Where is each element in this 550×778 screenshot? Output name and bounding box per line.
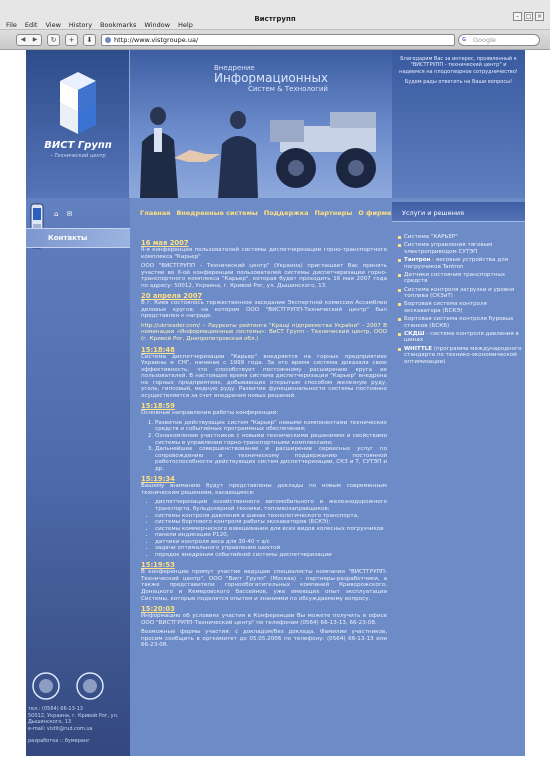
list-item: • системы контроля давления в шинах технологического транспорта, (155, 513, 387, 520)
window-controls (513, 12, 544, 21)
service-item[interactable]: СКДШ - система контроля давления в шинах (398, 331, 522, 344)
nav-partners[interactable]: Партнеры (314, 209, 353, 217)
numbered-list (141, 420, 387, 472)
browser-menubar (0, 0, 550, 30)
google-search-icon: G (462, 37, 467, 43)
news-paragraph: Система диспетчеризации "Карьер" внедряется на горных предприятиях Украины и СНГ, начиная с 1999 года. За это время система доказала свою эффективность, что способствует постоянному расширению круга ее пользователей. В настоящее время система диспетчеризации "Карьер" внедрена на горных предприятиях, добывающих открытым способом железную руду, уголь, гипсовый, медную руду. Развитие функциональности системы постоянно осуществляется за счет внедрения новых решений. (141, 353, 387, 399)
bullet-list (141, 499, 387, 558)
new-tab-icon[interactable]: + (65, 34, 78, 46)
menu-history[interactable]: History (68, 21, 93, 29)
hero-banner (130, 50, 392, 198)
service-item[interactable]: WHITTLE (программа международного стандарта по технико-экономической оптимизации) (398, 346, 522, 366)
news-date[interactable]: 20 апреля 2007 (141, 292, 203, 301)
list-item: 3. Дальнейшее совершенствование и расширение сервисных услуг по сопровождению и техническому поддержанию постоянной работоспособности действующих систем диспетчеризации, СКЗ и Т, СУТЭП и др. (155, 446, 387, 472)
logo-subtitle: – Технический центр (50, 153, 106, 159)
list-item: • порядок внедрения событийной системы диспетчеризации (155, 552, 387, 559)
news-paragraph: В г. Киев состоялось торжественное заседание Экспертной комиссии Ассамблеи деловых кругов, на котором ООО "ВИСТГРУПП-Технический центр" был представлен к награде. (141, 300, 387, 320)
news-content (141, 236, 387, 652)
list-item: • задачи оптимального управления шихтой (155, 545, 387, 552)
list-item: 1. Развитие действующих систем "Карьер" новыми компонентами технических средств и событийных программных обеспечения; (155, 420, 387, 433)
list-item: • системы коммерческого взвешивания для всех видов колесных погрузчиков (155, 526, 387, 533)
news-date[interactable]: 15:19:53 (141, 561, 175, 570)
service-item[interactable]: Бортовая система контроля буровых станков (БСКБ) (398, 316, 522, 329)
web-page (26, 50, 525, 756)
contacts-label: Контакты (48, 234, 88, 242)
news-date[interactable]: 15:18:48 (141, 345, 175, 354)
hero-line-2: Информационных (214, 71, 329, 85)
browser-toolbar (0, 30, 550, 50)
nav-home[interactable]: Главная (140, 209, 171, 217)
home-icon[interactable]: ⌂ (54, 210, 59, 218)
list-item: • панели индикации P120, (155, 532, 387, 539)
hero-line-1: Внедрение (214, 64, 255, 72)
list-item: • диспетчеризации хозяйственного автомобильного и железнодорожного транспорта, бульдозерной техники, топливозаправщиков; (155, 499, 387, 512)
news-date[interactable]: 15:20:03 (141, 605, 175, 614)
news-date[interactable]: 15:18:59 (141, 402, 175, 411)
menu-edit[interactable]: Edit (24, 21, 38, 29)
news-lead: Основные направления работы конференции: (141, 410, 279, 417)
footer-contacts (28, 706, 126, 745)
news-lead: Вашему вниманию будут представлены доклады по новым современным техническим решениям, касающимся: (141, 483, 387, 496)
nav-support[interactable]: Поддержка (263, 209, 309, 217)
service-item[interactable]: Тантрон - весовые устройства для погрузчиков Tantron (398, 257, 522, 270)
services-header (392, 202, 525, 222)
service-item[interactable]: Система контроля загрузки и уровня топлива (СКЗиТ) (398, 287, 522, 300)
side-quick-icons (54, 210, 72, 218)
list-item: 2. Ознакомление участников с новыми техническими решениями и свойствами системы в управлении горно-транспортными комплексами; (155, 433, 387, 446)
back-icon[interactable]: ◀ (20, 36, 26, 43)
news-paragraph: II-я конференция пользователей системы диспетчеризации горно-транспортного комплекса "Карьер" (141, 247, 387, 260)
intro-paragraph-1: Благодарим Вас за интерес, проявленный к "ВИСТГРУПП - технический центр" и надеемся на плодотворное сотрудничество! (399, 56, 518, 75)
window-title: Вистгрупп (254, 15, 296, 23)
menu-bookmarks[interactable]: Bookmarks (100, 21, 137, 29)
hero-line-3: Систем & Технологий (248, 85, 328, 93)
minimize-icon[interactable]: – (513, 12, 522, 21)
close-icon[interactable]: × (536, 13, 543, 20)
news-paragraph: Информацию об условиях участия в Конференции Вы можете получить в офисе ООО "ВИСТГРУПП-Технический центр" по телефонам (0564) 66-13-13, 66-23-08. (141, 613, 387, 626)
logo-area[interactable] (26, 50, 130, 198)
news-paragraph: Возможные формы участия: с докладом/без доклада. Фамилии участников, просим сообщить в оргкомитет до 05.05.2006 по телефону: (0564) 66-13-13 или 66-23-08. (141, 629, 387, 649)
services-title: Услуги и решения (402, 209, 464, 217)
history-nav (16, 34, 42, 46)
service-item[interactable]: Бортовая система контроля экскаватора (БСКЭ) (398, 301, 522, 314)
news-date[interactable]: 15:19:34 (141, 475, 175, 484)
intro-paragraph-2: Будем рады ответить на Ваши вопросы! (404, 78, 513, 85)
certification-seals (30, 670, 120, 702)
menu-file[interactable]: File (6, 21, 17, 29)
reload-icon[interactable]: ↻ (47, 34, 60, 46)
menu-view[interactable]: View (45, 21, 61, 29)
intro-text (392, 50, 525, 198)
menu-help[interactable]: Help (178, 21, 193, 29)
download-icon[interactable]: ⬇ (83, 34, 96, 46)
service-item[interactable]: Система управления тяговым электроприводом СУТЭП (398, 242, 522, 255)
news-paragraph: В конференции примут участие ведущие специалисты компании "ВИСТГРУПП-Технический центр", ООО "Вист Групп" (Москва) - партнеры-разработчики, а также представители горнообогатительных компаний Криворожского, Донецкого и Кемеровского бассейнов, уже имеющих опыт эксплуатации Системы, которые поделятся опытом и знаниями по обсуждаемому вопросу. (141, 569, 387, 602)
nav-systems[interactable]: Внедренные системы (176, 209, 258, 217)
cube-logo-icon (26, 50, 130, 138)
globe-icon (105, 37, 111, 43)
address-bar[interactable] (101, 34, 455, 46)
list-item: • датчики контроля веса для 30-40 т а/с (155, 539, 387, 546)
contact-details: тел.: (0564) 66-13-13 50012, Украина, г. Кривой Рог, ул. Дышинского, 13 e-mail: vistit@rud.com.ua (28, 706, 119, 732)
logo-name: ВИСТ Групп (44, 140, 112, 151)
services-list (398, 234, 522, 367)
search-placeholder: Google (473, 36, 496, 44)
service-item[interactable]: Датчики состояния транспортных средств (398, 272, 522, 285)
service-item[interactable]: Система "КАРЬЕР" (398, 234, 522, 241)
mail-icon[interactable]: ✉ (66, 210, 73, 218)
maximize-icon[interactable]: □ (525, 13, 532, 20)
nav-about[interactable]: О фирме (358, 209, 392, 217)
news-date[interactable]: 16 мая 2007 (141, 239, 189, 247)
developer-credit[interactable]: разработка :: бумеранг (28, 738, 90, 744)
main-nav (130, 209, 392, 221)
news-paragraph: ООО "ВИСТГРУПП – Технический центр" (Украина) приглашает Вас принять участие во II-ой конференции пользователей системы диспетчеризации горно-транспортного комплекса "Карьер", которая будет проходить 16 мая 2007 года по адресу: 50012, Украина, г. Кривой Рог, ул. Дышинского, 13. (141, 263, 387, 289)
search-input[interactable] (458, 34, 540, 46)
forward-icon[interactable]: ▶ (32, 36, 38, 43)
menu-window[interactable]: Window (144, 21, 171, 29)
list-item: • системы бортового контроля работы экскаваторов (БСКЭ); (155, 519, 387, 526)
url-text: http://www.vistgroupe.ua/ (114, 36, 199, 44)
news-paragraph: http://ukrleader.com/ – Лауреаты рейтинга "Кращі підприємства України" - 2007 В номинации «Информационные системы»: ВиСТ Групп - Технический центр, ООО (г. Кривой Рог, Днепропетровская обл.) (141, 322, 387, 343)
contacts-link[interactable] (26, 228, 130, 248)
